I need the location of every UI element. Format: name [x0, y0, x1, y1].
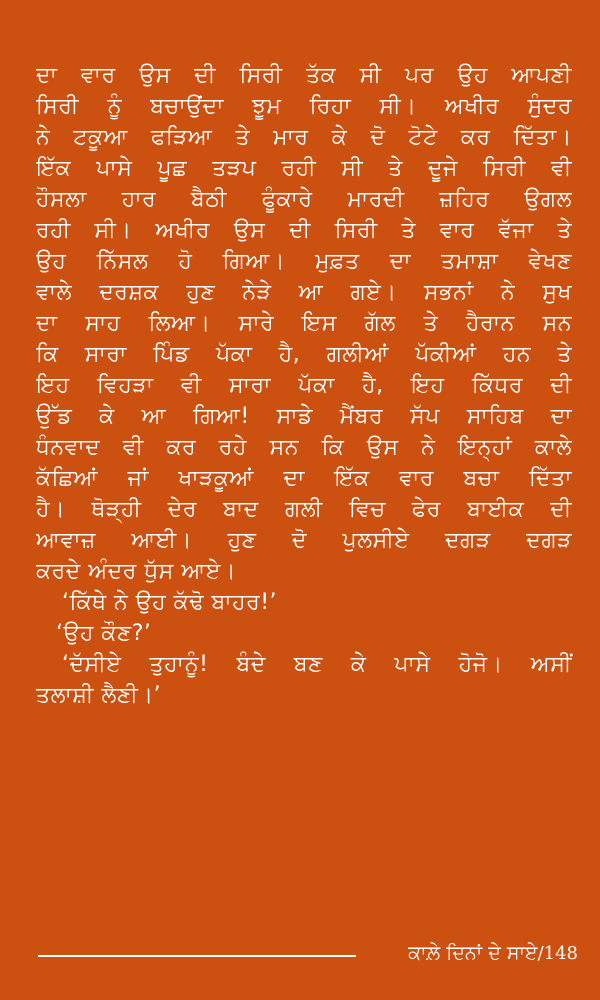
page-footer [38, 938, 578, 968]
page-number: 148 [543, 943, 578, 964]
body-text [36, 60, 572, 711]
text-line: ਉੱਡ ਕੇ ਆ ਗਿਆ! ਸਾਡੇ ਮੈਂਬਰ ਸੱਪ ਸਾਹਿਬ ਦਾ [36, 404, 572, 429]
text-line: ਹੌਸਲਾ ਹਾਰ ਬੈਠੀ ਫੂੰਕਾਰੇ ਮਾਰਦੀ ਜ਼ਹਿਰ ਉਗਲ [36, 187, 572, 212]
dialogue-line-reply: ‘ਉਹ ਕੌਣ?’ [56, 621, 152, 646]
text-line: ਨੇ ਟਕੂਆ ਫੜਿਆ ਤੇ ਮਾਰ ਕੇ ਦੋ ਟੋਟੇ ਕਰ ਦਿੱਤਾ। [36, 125, 572, 150]
footer-separator: / [537, 943, 544, 964]
dialogue-line-police: ‘ਕਿੱਥੇ ਨੇ ਉਹ ਕੱਢੋ ਬਾਹਰ!’ [62, 590, 278, 615]
text-line: ਕੱਛਿਆਂ ਜਾਂ ਖਾੜਕੂਆਂ ਦਾ ਇੱਕ ਵਾਰ ਬਚਾ ਦਿੱਤਾ [36, 466, 572, 491]
text-line: ਆਵਾਜ਼ ਆਈ। ਹੁਣ ਦੋ ਪੁਲਸੀਏ ਦਗੜ ਦਗੜ [36, 528, 572, 553]
book-title: ਕਾਲ਼ੇ ਦਿਨਾਂ ਦੇ ਸਾਏ [408, 942, 538, 964]
text-line: ਵਾਲੇ ਦਰਸ਼ਕ ਹੁਣ ਨੇੜੇ ਆ ਗਏ। ਸਭਨਾਂ ਨੇ ਸੁਖ [36, 280, 572, 305]
text-line: ਦਾ ਵਾਰ ਉਸ ਦੀ ਸਿਰੀ ਤੱਕ ਸੀ ਪਰ ਉਹ ਆਪਣੀ [36, 63, 572, 88]
text-line: ਦਾ ਸਾਹ ਲਿਆ। ਸਾਰੇ ਇਸ ਗੱਲ ਤੇ ਹੈਰਾਨ ਸਨ [36, 311, 572, 336]
text-line: ਹੈ। ਥੋੜ੍ਹੀ ਦੇਰ ਬਾਦ ਗਲੀ ਵਿਚ ਫੇਰ ਬਾਈਕ ਦੀ [36, 497, 572, 522]
footer-rule [38, 955, 356, 957]
dialogue-line-police-2: ‘ਦੱਸੀਏ ਤੁਹਾਨੂੰ! ਬੰਦੇ ਬਣ ਕੇ ਪਾਸੇ ਹੋਜੋ। ਅਸੀਂ [62, 652, 572, 677]
text-line: ਉਹ ਨਿੱਸਲ ਹੋ ਗਿਆ। ਮੁਫ਼ਤ ਦਾ ਤਮਾਸ਼ਾ ਵੇਖਣ [36, 249, 572, 274]
text-line: ਕਿ ਸਾਰਾ ਪਿੰਡ ਪੱਕਾ ਹੈ, ਗਲੀਆਂ ਪੱਕੀਆਂ ਹਨ ਤੇ [36, 342, 572, 367]
text-line: ਸਿਰੀ ਨੂੰ ਬਚਾਉਂਦਾ ਝੂਮ ਰਿਹਾ ਸੀ। ਅਖੀਰ ਸੁੰਦਰ [36, 94, 572, 119]
text-line: ਰਹੀ ਸੀ। ਅਖੀਰ ਉਸ ਦੀ ਸਿਰੀ ਤੇ ਵਾਰ ਵੱਜਾ ਤੇ [36, 218, 572, 243]
dialogue-line-police-2-cont: ਤਲਾਸ਼ੀ ਲੈਣੀ।’ [36, 683, 162, 708]
text-line: ਕਰਦੇ ਅੰਦਰ ਧੁੱਸ ਆਏ। [36, 559, 237, 584]
text-line: ਇਹ ਵਿਹੜਾ ਵੀ ਸਾਰਾ ਪੱਕਾ ਹੈ, ਇਹ ਕਿੱਧਰ ਦੀ [36, 373, 572, 398]
text-line: ਧੰਨਵਾਦ ਵੀ ਕਰ ਰਹੇ ਸਨ ਕਿ ਉਸ ਨੇ ਇਨ੍ਹਾਂ ਕਾਲੇ [36, 435, 572, 460]
text-line: ਇੱਕ ਪਾਸੇ ਪੂਛ ਤੜਪ ਰਹੀ ਸੀ ਤੇ ਦੂਜੇ ਸਿਰੀ ਵੀ [36, 156, 572, 181]
running-footer [408, 938, 578, 969]
